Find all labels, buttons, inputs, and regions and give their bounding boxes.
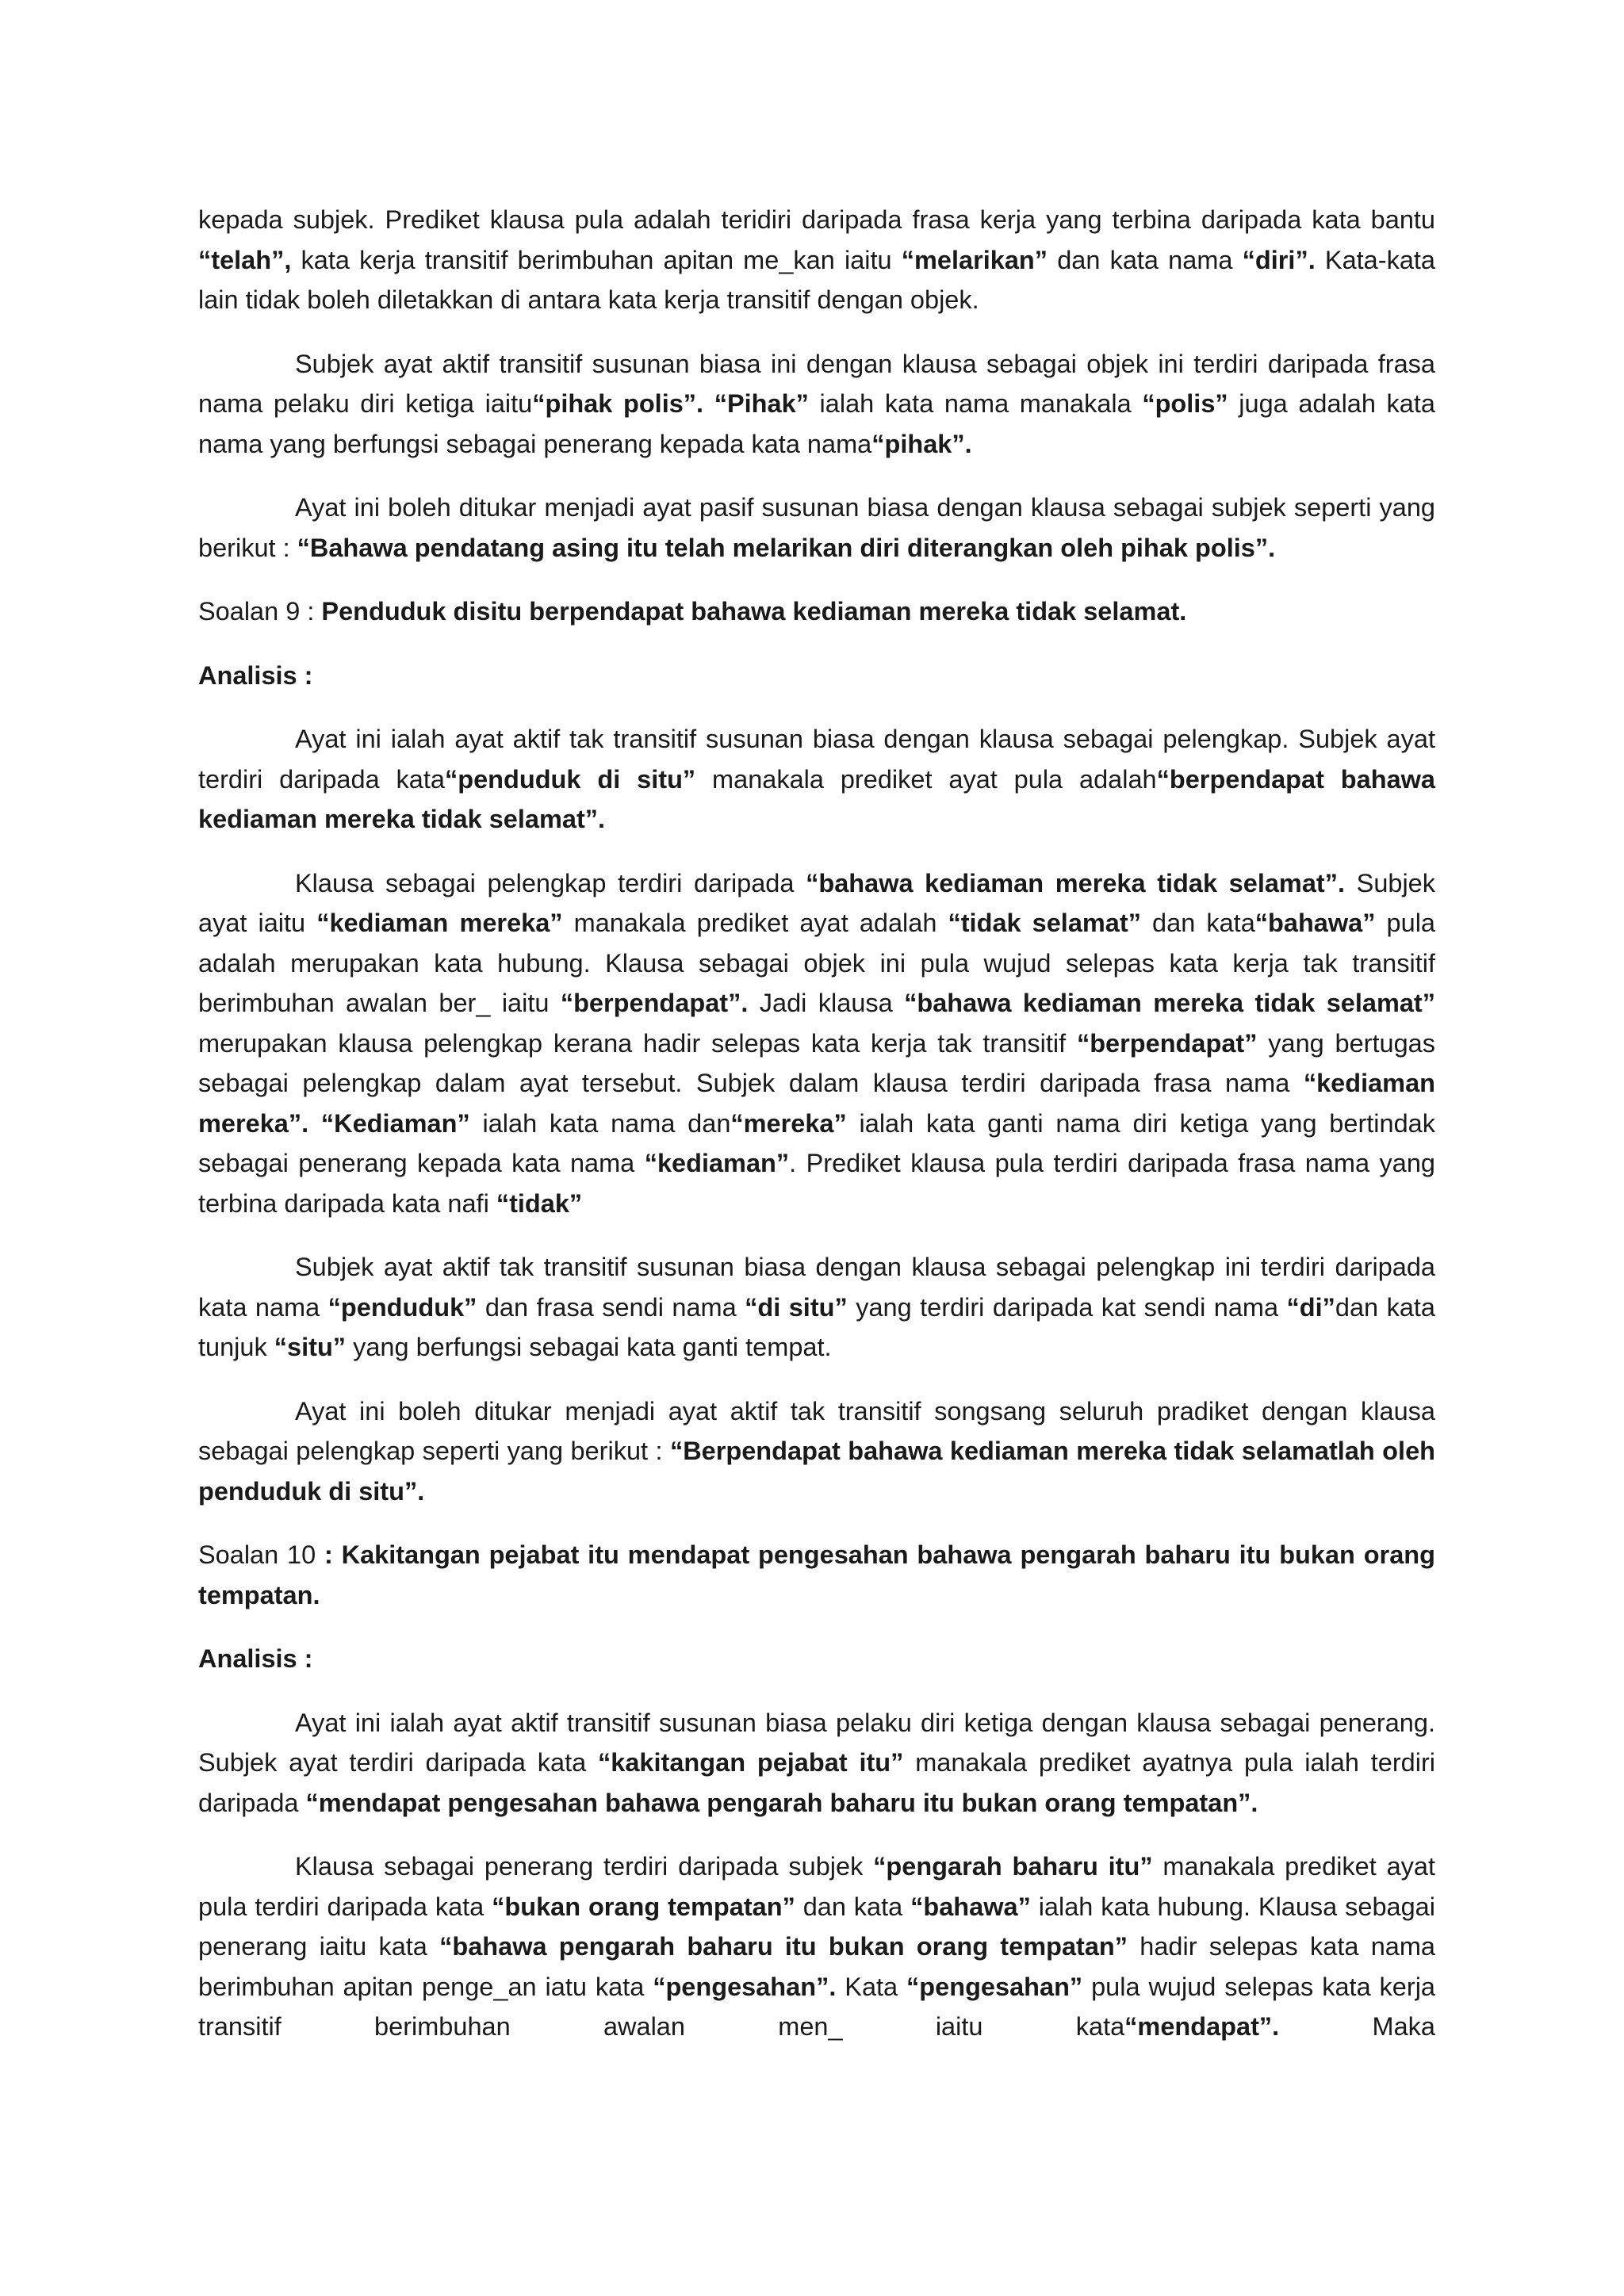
text-run: merupakan klausa pelengkap kerana hadir selepas kata kerja tak transitif (198, 1028, 1077, 1058)
text-run: manakala prediket ayat pula adalah (695, 764, 1157, 794)
text-run: Subjek ayat aktif transitif susunan biasa ini dengan klausa sebagai objek ini terdiri daripada frasa nama pelaku diri ketiga iaitu (198, 349, 1435, 418)
text-run: yang bertugas sebagai pelengkap dalam ayat tersebut. Subjek dalam klausa terdiri daripada frasa nama (198, 1028, 1435, 1097)
text-run: Ayat ini boleh ditukar menjadi ayat aktif tak transitif songsang seluruh pradiket dengan klausa sebagai pelengkap seperti yang berikut : (198, 1396, 1435, 1465)
text-run: dan kata (1140, 909, 1255, 937)
text-run: yang berfungsi sebagai kata ganti tempat. (346, 1333, 832, 1361)
document-body (198, 200, 1435, 2071)
paragraph (198, 1391, 1435, 1512)
text-run: ialah kata nama manakala (808, 389, 1143, 418)
bold-text-run: “bukan orang tempatan” (492, 1892, 795, 1921)
text-run: Klausa sebagai penerang terdiri daripada subjek (295, 1852, 874, 1881)
bold-text-run: “mereka” (730, 1108, 847, 1138)
paragraph (198, 1846, 1435, 2047)
text-run: yang terdiri daripada kat sendi nama (847, 1292, 1287, 1322)
bold-text-run: “kakitangan pejabat itu” (598, 1748, 904, 1777)
analysis-heading (198, 1639, 1435, 1679)
bold-text-run: “melarikan” (901, 245, 1048, 274)
bold-text-run: “mendapat pengesahan bahawa pengarah baharu itu bukan orang tempatan”. (305, 1788, 1258, 1817)
bold-text-run: “tidak” (496, 1188, 583, 1218)
bold-text-run: “pihak polis”. (532, 389, 704, 418)
bold-text-run: “tidak selamat” (948, 909, 1141, 937)
text-run: Maka (1279, 2012, 1435, 2041)
bold-text-run: “bahawa” (1254, 909, 1376, 937)
text-run: Jadi klausa (748, 989, 905, 1017)
text-run: dan kata (795, 1892, 911, 1921)
text-run: juga adalah kata nama yang berfungsi sebagai penerang kepada kata nama (198, 389, 1435, 458)
paragraph (198, 344, 1435, 465)
bold-text-run: : Kakitangan pejabat itu mendapat pengesahan bahawa pengarah baharu itu bukan orang tempatan. (198, 1540, 1435, 1609)
text-run: Ayat ini boleh ditukar menjadi ayat pasif susunan biasa dengan klausa sebagai subjek seperti yang berikut : (198, 493, 1435, 562)
bold-text-run: “pihak”. (871, 429, 972, 458)
bold-text-run: Analisis : (198, 660, 313, 690)
bold-text-run: “penduduk” (327, 1292, 477, 1322)
bold-text-run: “kediaman mereka” (316, 909, 563, 937)
text-run: dan kata nama (1048, 245, 1243, 274)
bold-text-run: “di” (1286, 1292, 1335, 1322)
bold-text-run: “pengesahan”. (653, 1972, 837, 2001)
bold-text-run: “telah”, (198, 245, 292, 274)
paragraph (198, 719, 1435, 840)
paragraph (198, 200, 1435, 320)
text-run: kata kerja transitif berimbuhan apitan me_kan iaitu (291, 245, 902, 274)
text-run: Kata-kata lain tidak boleh diletakkan di antara kata kerja transitif dengan objek. (198, 245, 1436, 314)
question-heading (198, 1535, 1435, 1615)
bold-text-run: “bahawa pengarah baharu itu bukan orang tempatan” (439, 1932, 1128, 1961)
text-run: manakala prediket ayatnya pula ialah terdiri daripada (198, 1748, 1435, 1817)
bold-text-run: “kediaman” (644, 1149, 790, 1177)
text-run: dan kata tunjuk (198, 1292, 1435, 1361)
bold-text-run: “mendapat”. (1124, 2012, 1280, 2041)
text-run (308, 1109, 321, 1138)
text-run: Soalan 9 : (198, 597, 322, 626)
bold-text-run: “Kediaman” (320, 1108, 470, 1138)
text-run: manakala prediket ayat adalah (562, 909, 948, 937)
text-run: Soalan 10 (198, 1540, 324, 1569)
bold-text-run: “bahawa” (910, 1892, 1031, 1921)
bold-text-run: Penduduk disitu berpendapat bahawa kediaman mereka tidak selamat. (321, 597, 1187, 626)
bold-text-run: “berpendapat”. (560, 989, 749, 1017)
text-run: Subjek ayat aktif tak transitif susunan biasa dengan klausa sebagai pelengkap ini terdiri daripada kata nama (198, 1253, 1435, 1322)
text-run: kepada subjek. Prediket klausa pula adalah teridiri daripada frasa kerja yang terbina daripada kata bantu (198, 205, 1435, 234)
paragraph (198, 1247, 1435, 1368)
text-run: pula wujud selepas kata kerja transitif berimbuhan awalan men_ iaitu kata (198, 1972, 1435, 2041)
paragraph (198, 863, 1435, 1224)
bold-text-run: “pengesahan” (906, 1972, 1083, 2001)
text-run (703, 389, 714, 418)
text-run: hadir selepas kata nama berimbuhan apitan penge_an iatu kata (198, 1932, 1435, 2001)
text-run: dan frasa sendi nama (477, 1292, 745, 1322)
bold-text-run: “diri”. (1242, 245, 1316, 274)
text-run: ialah kata nama dan (469, 1108, 731, 1138)
bold-text-run: “berpendapat bahawa kediaman mereka tidak selamat”. (198, 764, 1436, 833)
bold-text-run: “Bahawa pendatang asing itu telah melarikan diri diterangkan oleh pihak polis”. (297, 533, 1276, 562)
bold-text-run: Analisis : (198, 1644, 313, 1673)
text-run: Subjek ayat iaitu (198, 868, 1436, 937)
text-run: ialah kata ganti nama diri ketiga yang bertindak sebagai penerang kepada kata nama (198, 1108, 1435, 1177)
paragraph (198, 1703, 1435, 1823)
bold-text-run: “penduduk di situ” (444, 764, 696, 794)
text-run: Kata (836, 1972, 907, 2001)
text-run: Ayat ini ialah ayat aktif tak transitif susunan biasa dengan klausa sebagai pelengkap. Subjek ayat terdiri daripada kata (198, 725, 1435, 794)
bold-text-run: “situ” (274, 1333, 347, 1361)
bold-text-run: “di situ” (745, 1292, 848, 1322)
question-heading (198, 591, 1435, 632)
bold-text-run: “kediaman mereka”. (198, 1069, 1435, 1138)
analysis-heading (198, 656, 1435, 696)
paragraph (198, 488, 1435, 568)
text-run: ialah kata hubung. Klausa sebagai penerang iaitu kata (198, 1892, 1435, 1961)
text-run: Ayat ini ialah ayat aktif transitif susunan biasa pelaku diri ketiga dengan klausa sebagai penerang. Subjek ayat terdiri daripada kata (198, 1708, 1435, 1777)
bold-text-run: “bahawa kediaman mereka tidak selamat”. (806, 868, 1346, 897)
bold-text-run: “pengarah baharu itu” (873, 1852, 1153, 1881)
bold-text-run: “polis” (1142, 389, 1228, 418)
text-run: Klausa sebagai pelengkap terdiri daripada (295, 868, 806, 897)
bold-text-run: “berpendapat” (1076, 1028, 1258, 1058)
text-run: pula adalah merupakan kata hubung. Klausa sebagai objek ini pula wujud selepas kata kerja tak transitif berimbuhan awalan ber_ iaitu (198, 909, 1436, 1017)
bold-text-run: “bahawa kediaman mereka tidak selamat” (904, 989, 1435, 1017)
text-run: . Prediket klausa pula terdiri daripada frasa nama yang terbina daripada kata nafi (198, 1149, 1435, 1218)
bold-text-run: “Pihak” (714, 389, 809, 418)
text-run: manakala prediket ayat pula terdiri daripada kata (198, 1852, 1436, 1921)
bold-text-run: “Berpendapat bahawa kediaman mereka tidak selamatlah oleh penduduk di situ”. (198, 1437, 1435, 1506)
